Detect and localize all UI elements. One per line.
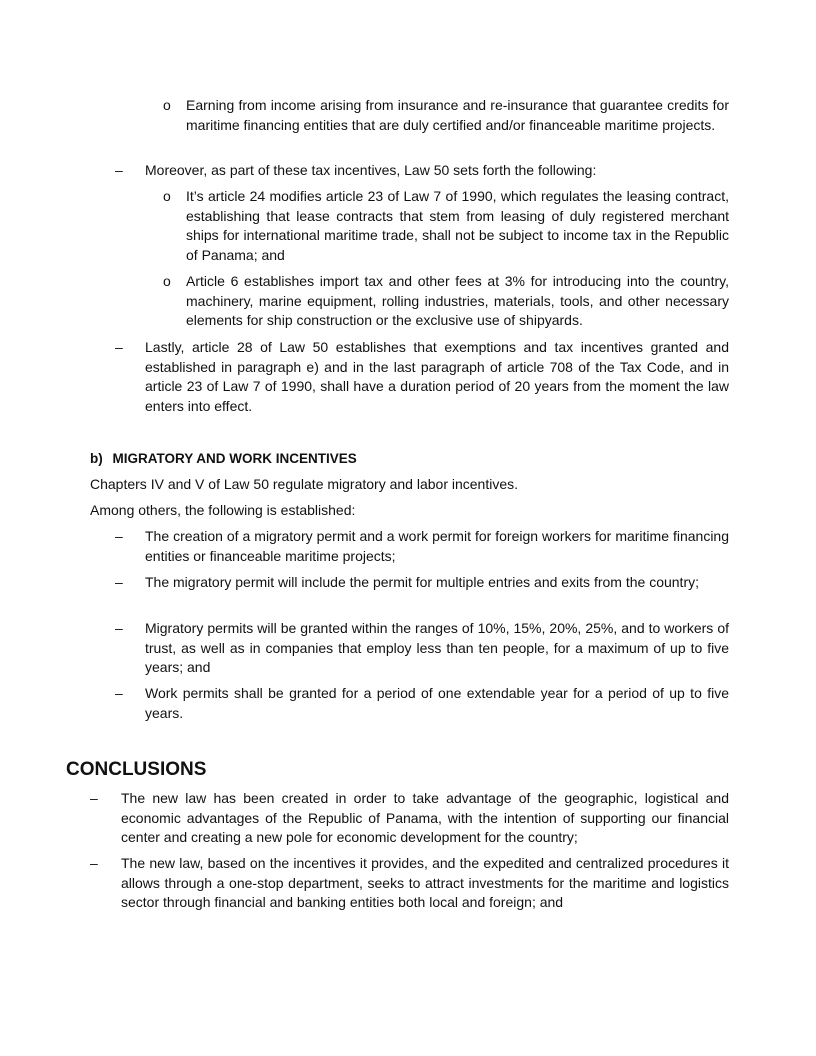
- list-item-moreover: [115, 161, 729, 181]
- list-item-text: Work permits shall be granted for a period of one extendable year for a period of up to five years.: [145, 685, 729, 721]
- circle-bullet-icon: o: [163, 97, 171, 113]
- dash-bullet-icon: –: [90, 855, 98, 871]
- section-b-intro-2: Among others, the following is established:: [90, 502, 356, 518]
- dash-bullet-icon: –: [115, 685, 123, 701]
- section-b-intro-1: Chapters IV and V of Law 50 regulate migratory and labor incentives.: [90, 476, 519, 492]
- section-title: MIGRATORY AND WORK INCENTIVES: [112, 451, 357, 466]
- dash-bullet-icon: –: [115, 339, 123, 355]
- list-item-text: The creation of a migratory permit and a work permit for foreign workers for maritime financing entities or financeable maritime projects;: [145, 528, 729, 564]
- list-item-text: Lastly, article 28 of Law 50 establishes that exemptions and tax incentives granted and established in paragraph e) and in the last paragraph of article 708 of the Tax Code, and in article 23 of Law 7 of 1990, shall have a duration period of 20 years from the moment the law enters into effect.: [145, 339, 729, 414]
- section-letter: b): [90, 451, 103, 466]
- circle-bullet-icon: o: [163, 273, 171, 289]
- list-item-multiple-entries: [115, 573, 729, 593]
- list-item-work-permits: [115, 684, 729, 723]
- dash-bullet-icon: –: [115, 574, 123, 590]
- conclusions-heading: CONCLUSIONS: [66, 759, 207, 780]
- sub-item-text: Earning from income arising from insurance and re-insurance that guarantee credits for maritime financing entities that are duly certified and/or financeable maritime projects.: [186, 97, 729, 133]
- list-item-text: Migratory permits will be granted within the ranges of 10%, 15%, 20%, 25%, and to workers of trust, as well as in companies that employ less than ten people, for a maximum of up to five years; and: [145, 620, 729, 675]
- dash-bullet-icon: –: [90, 790, 98, 806]
- sub-list-item-insurance: [163, 96, 729, 135]
- dash-bullet-icon: –: [115, 528, 123, 544]
- dash-bullet-icon: –: [115, 162, 123, 178]
- circle-bullet-icon: o: [163, 188, 171, 204]
- list-item-text: Moreover, as part of these tax incentives, Law 50 sets forth the following:: [145, 162, 597, 178]
- conclusion-item-advantages: [90, 789, 729, 848]
- list-item-text: The new law, based on the incentives it provides, and the expedited and centralized procedures it allows through a one-stop department, seeks to attract investments for the maritime and logistics sector through financial and banking entities both local and foreign; and: [121, 855, 729, 910]
- list-item-permit-ranges: [115, 619, 729, 678]
- conclusion-item-investments: [90, 854, 729, 913]
- list-item-text: The new law has been created in order to take advantage of the geographic, logistical and economic advantages of the Republic of Panama, with the intention of supporting our financial center and creating a new pole for economic development for the country;: [121, 790, 729, 845]
- sub-list-item-article6: [163, 272, 729, 331]
- dash-bullet-icon: –: [115, 620, 123, 636]
- sub-list-item-article24: [163, 187, 729, 265]
- section-b-heading: [90, 449, 730, 469]
- list-item-migratory-permit-creation: [115, 527, 729, 566]
- sub-item-text: Article 6 establishes import tax and other fees at 3% for introducing into the country, machinery, marine equipment, rolling industries, materials, tools, and other necessary elements for ship construction or the exclusive use of shipyards.: [186, 273, 729, 328]
- sub-item-text: It’s article 24 modifies article 23 of Law 7 of 1990, which regulates the leasing contract, establishing that lease contracts that stem from leasing of duly registered merchant ships for international maritime trade, shall not be subject to income tax in the Republic of Panama; and: [186, 188, 729, 263]
- list-item-text: The migratory permit will include the permit for multiple entries and exits from the country;: [145, 574, 699, 590]
- list-item-lastly: [115, 338, 729, 416]
